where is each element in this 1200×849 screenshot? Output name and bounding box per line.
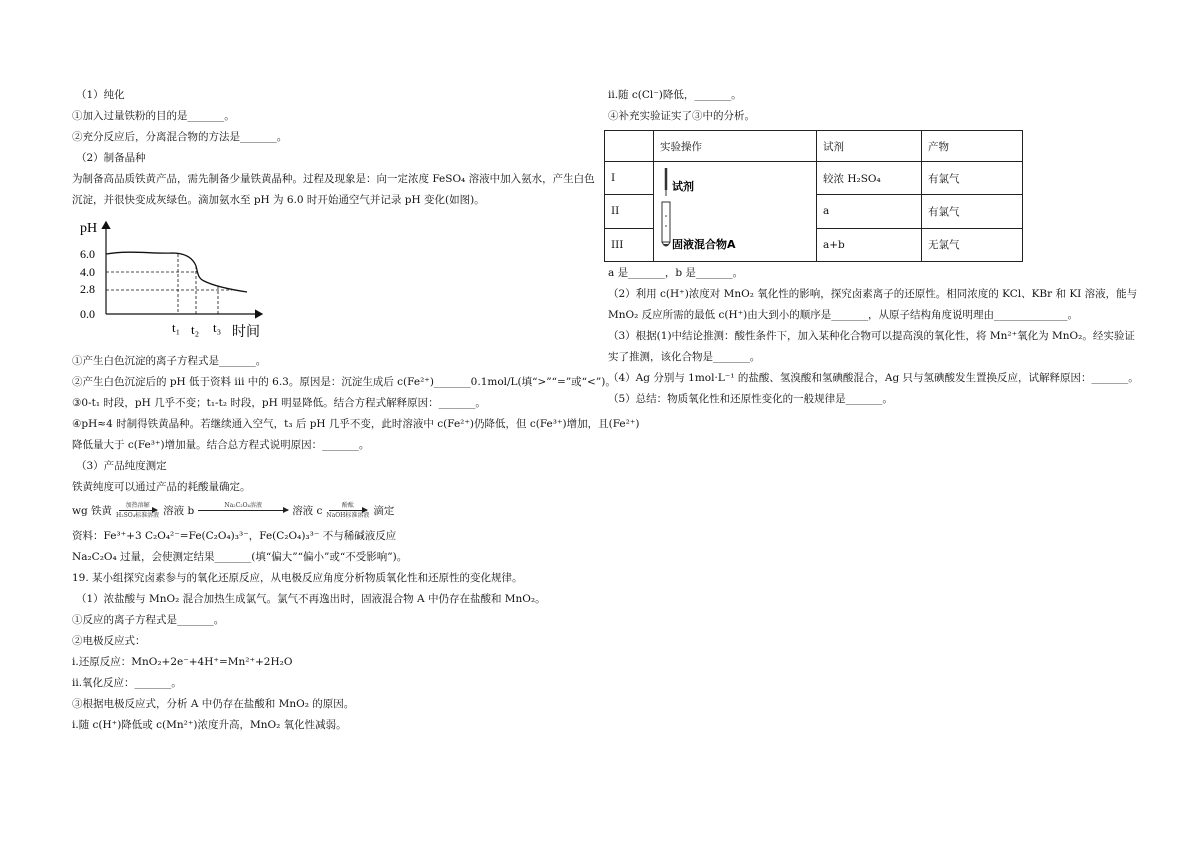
table-header-cell: 产物 (922, 131, 1023, 162)
y-tick-label: 6.0 (80, 247, 95, 261)
line: 为制备高品质铁黄产品，需先制备少量铁黄晶种。过程及现象是：向一定浓度 FeSO₄ 溶液中加入氨水，产生白色 (72, 173, 595, 185)
line: ②电极反应式： (72, 635, 146, 647)
y-tick-label: 0.0 (80, 307, 95, 321)
table-header-cell: 实验操作 (654, 131, 817, 162)
x-tick-label: t₃ (213, 320, 222, 335)
arrow-top-label: Na₂C₂O₄溶液 (224, 502, 262, 509)
x-axis-label: 时间 (232, 325, 260, 340)
reagent-cell: 较浓 H₂SO₄ (817, 162, 922, 195)
reagent-cell: a+b (817, 228, 922, 261)
line: a 是_______，b 是_______。 (608, 267, 744, 279)
line: MnO₂ 反应所需的最低 c(H⁺)由大到小的顺序是_______，从原子结构角度说明理由______________。 (608, 309, 1079, 321)
arrow-top-label: 酚酞 (341, 502, 354, 509)
flow-step: 溶液 c (292, 504, 323, 517)
line: （1）纯化 (76, 89, 125, 101)
arrow-bottom-label: H₂SO₄标准溶液 (116, 512, 160, 519)
line: ④补充实验证实了③中的分析。 (608, 110, 755, 122)
x-tick-label: t₂ (191, 322, 200, 337)
flow-step: 溶液 b (163, 504, 195, 517)
flow-arrow (326, 502, 369, 519)
y-axis-label: pH (80, 221, 98, 236)
reagent-label: 试剂 (672, 180, 694, 193)
line: 19. 某小组探究卤素参与的氧化还原反应，从电极反应角度分析物质氧化性和还原性的变化规律。 (72, 572, 523, 584)
x-tick-label: t₁ (172, 320, 181, 335)
arrow-top-label: 加热溶解 (125, 502, 150, 509)
line: ③根据电极反应式，分析 A 中仍存在盐酸和 MnO₂ 的原因。 (72, 698, 355, 710)
line: 铁黄纯度可以通过产品的耗酸量确定。 (72, 481, 251, 493)
arrow-bottom-label: NaOH标准溶液 (326, 512, 370, 519)
table-header-cell (605, 131, 654, 162)
titration-flow (72, 502, 592, 519)
line: ③0-t₁ 时段，pH 几乎不变；t₁-t₂ 时段，pH 明显降低。结合方程式解释原因：_______。 (72, 397, 486, 409)
line: ②充分反应后，分离混合物的方法是_______。 (72, 131, 288, 143)
line: （3）根据(1)中结论推测：酸性条件下，加入某种化合物可以提高溴的氧化性，将 Mn²⁺氧化为 MnO₂。经实验证 (608, 330, 1135, 342)
line: 沉淀，并很快变成灰绿色。滴加氨水至 pH 为 6.0 时开始通空气并记录 pH 变化(如图)。 (72, 194, 485, 206)
right-column (608, 88, 1139, 413)
flow-start: wg 铁黄 (72, 504, 113, 517)
y-tick-label: 2.8 (80, 282, 95, 296)
ph-chart (72, 214, 272, 344)
reagent-cell: a (817, 195, 922, 228)
table-header-cell: 试剂 (817, 131, 922, 162)
line: （4）Ag 分别与 1mol·L⁻¹ 的盐酸、氢溴酸和氢碘酸混合，Ag 只与氢碘酸发生置换反应，试解释原因：_______。 (608, 372, 1139, 384)
line: （2）利用 c(H⁺)浓度对 MnO₂ 氧化性的影响，探究卤素离子的还原性。相同浓度的 KCl、KBr 和 KI 溶液，能与 (608, 288, 1138, 300)
line: 降低量大于 c(Fe³⁺)增加量。结合总方程式说明原因：_______。 (72, 439, 370, 451)
experiment-table (604, 130, 1023, 262)
line: ii.氧化反应：_______。 (72, 677, 182, 689)
line: （1）浓盐酸与 MnO₂ 混合加热生成氯气。氯气不再逸出时，固液混合物 A 中仍存在盐酸和 MnO₂。 (76, 593, 546, 605)
line: （3）产品纯度测定 (76, 460, 167, 472)
product-cell: 无氯气 (922, 228, 1023, 261)
mixture-label: 固液混合物A (672, 238, 736, 251)
apparatus-cell (654, 162, 817, 262)
line: （5）总结：物质氧化性和还原性变化的一般规律是_______。 (608, 393, 893, 405)
row-id: I (605, 162, 654, 195)
row-id: III (605, 228, 654, 261)
line: ①反应的离子方程式是_______。 (72, 614, 225, 626)
table-header-row (605, 131, 1023, 162)
product-cell: 有氯气 (922, 195, 1023, 228)
line: ④pH≈4 时制得铁黄晶种。若继续通入空气，t₃ 后 pH 几乎不变，此时溶液中 c(Fe²⁺)仍降低，但 c(Fe³⁺)增加，且(Fe²⁺) (72, 418, 640, 430)
table-row (605, 162, 1023, 195)
flow-arrow (198, 502, 288, 519)
row-id: II (605, 195, 654, 228)
line: ii.随 c(Cl⁻)降低，_______。 (608, 89, 742, 101)
line: Na₂C₂O₄ 过量，会使测定结果_______(填“偏大”“偏小”或“不受影响”)。 (72, 551, 408, 563)
apparatus-diagram (660, 162, 810, 258)
line: ①产生白色沉淀的离子方程式是_______。 (72, 355, 267, 367)
line: 资料：Fe³⁺+3 C₂O₄²⁻=Fe(C₂O₄)₃³⁻，Fe(C₂O₄)₃³⁻ 不与稀碱液反应 (72, 530, 397, 542)
left-column (72, 88, 640, 739)
flow-arrow (116, 502, 159, 519)
y-tick-label: 4.0 (80, 265, 95, 279)
flow-end: 滴定 (373, 504, 395, 517)
line: ②产生白色沉淀后的 pH 低于资料 iii 中的 6.3。原因是：沉淀生成后 c(Fe²⁺)_______0.1mol/L(填“>”“=”或“<”)。 (72, 376, 616, 388)
line: （2）制备晶种 (76, 152, 146, 164)
line: i.随 c(H⁺)降低或 c(Mn²⁺)浓度升高，MnO₂ 氧化性减弱。 (72, 719, 347, 731)
line: 实了推测，该化合物是_______。 (608, 351, 761, 363)
line: i.还原反应：MnO₂+2e⁻+4H⁺=Mn²⁺+2H₂O (72, 656, 293, 668)
line: ①加入过量铁粉的目的是_______。 (72, 110, 235, 122)
product-cell: 有氯气 (922, 162, 1023, 195)
